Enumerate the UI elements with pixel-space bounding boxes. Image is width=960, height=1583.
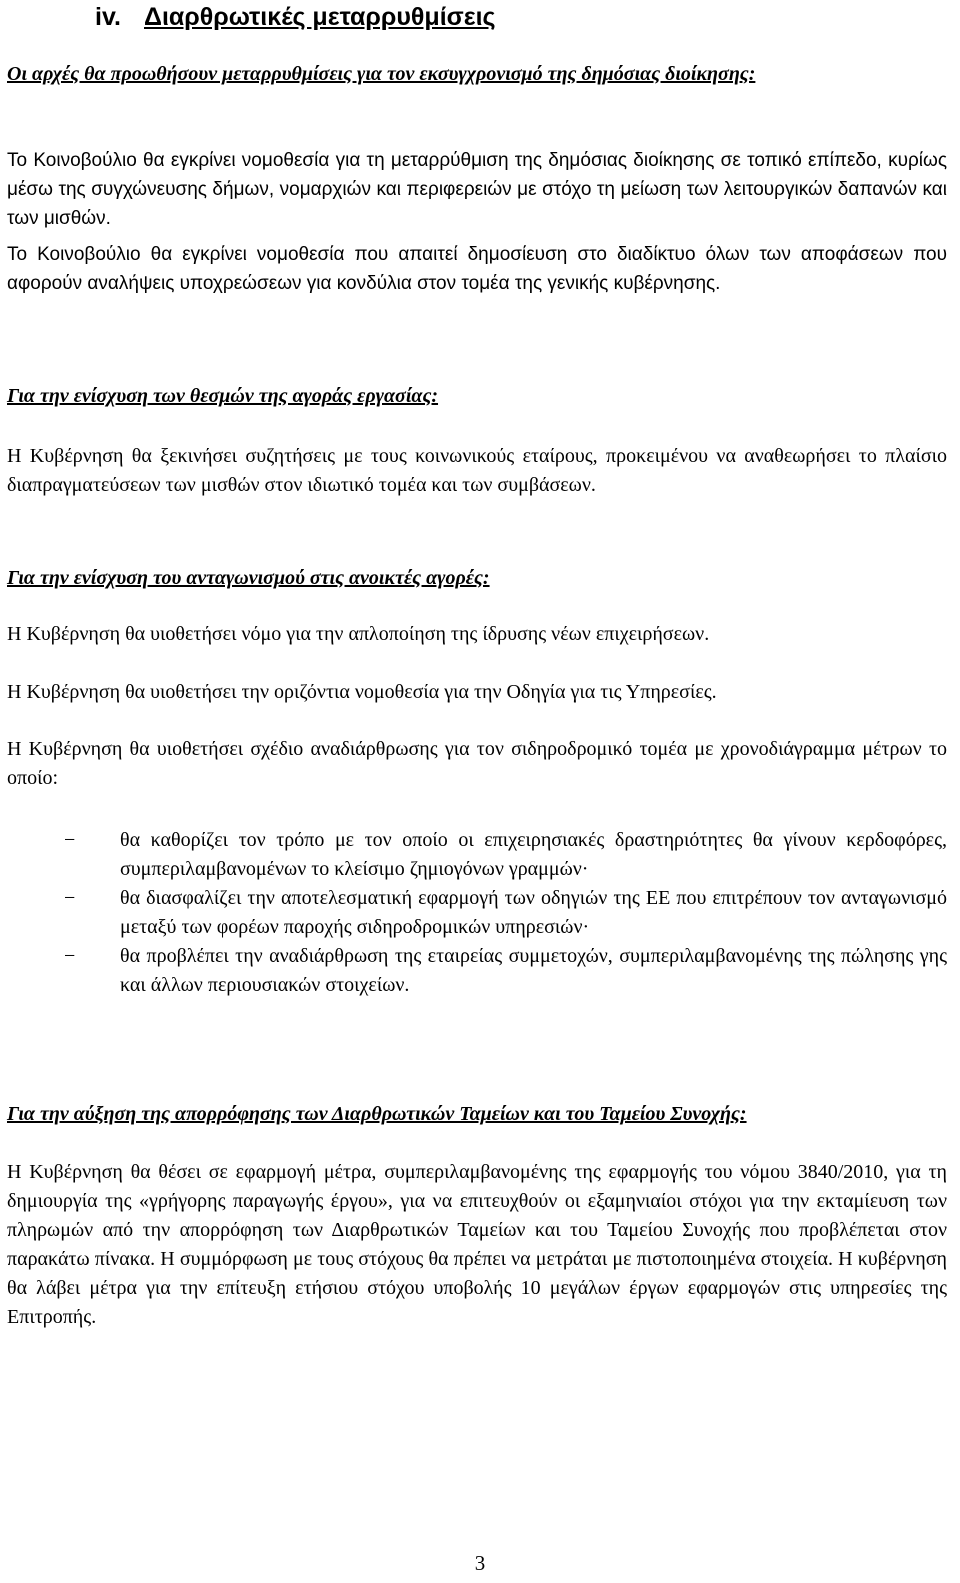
dash-bullet: − [64,945,76,967]
section-heading [95,2,496,32]
section-number: iv. [95,3,121,31]
paragraph-business-startup: Η Κυβέρνηση θα υιοθετήσει νόμο για την απλοποίηση της ίδρυσης νέων επιχειρήσεων. [7,623,710,645]
section-title: Διαρθρωτικές μεταρρυθμίσεις [144,3,496,31]
list-item: − θα προβλέπει την αναδιάρθρωση της εταιρείας συμμετοχών, συμπεριλαμβανομένης της πώλησης γης και άλλων περιουσιακών στοιχείων. [7,942,947,1000]
dash-bullet: − [64,887,76,909]
paragraph-funds-absorption: Η Κυβέρνηση θα θέσει σε εφαρμογή μέτρα, συμπεριλαμβανομένης της εφαρμογής του νόμου 3840/2010, για τη δημιουργία της «γρήγορης παραγωγής έργου», για να επιτευχθούν οι εξαμηνιαίοι στόχοι για την εκταμίευση των πληρωμών από την απορρόφηση των Διαρθρωτικών Ταμείων και του Ταμείου Συνοχής που προβλέπεται στον παρακάτω πίνακα. Η συμμόρφωση με τους στόχους θα πρέπει να μετράται με πιστοποιημένα στοιχεία. Η κυβέρνηση θα λάβει μέτρα για την επίτευξη ετήσιου στόχου υποβολής 10 μεγάλων έργων εφαρμογών στις υπηρεσίες της Επιτροπής. [7,1161,947,1328]
paragraph-local-government-reform: Το Κοινοβούλιο θα εγκρίνει νομοθεσία για τη μεταρρύθμιση της δημόσιας διοίκησης σε τοπικό επίπεδο, κυρίως μέσω της συγχώνευσης δήμων, νομαρχιών και περιφερειών με στόχο τη μείωση των λειτουργικών δαπανών και των μισθών. [7,150,947,229]
railway-measures-list [7,826,947,1000]
paragraph-online-publication: Το Κοινοβούλιο θα εγκρίνει νομοθεσία που απαιτεί δημοσίευση στο διαδίκτυο όλων των αποφάσεων που αφορούν αναλήψεις υποχρεώσεων για κονδύλια στον τομέα της γενικής κυβέρνησης. [7,244,947,294]
paragraph-railway-restructuring: Η Κυβέρνηση θα υιοθετήσει σχέδιο αναδιάρθρωσης για τον σιδηροδρομικό τομέα με χρονοδιάγραμμα μέτρων το οποίο: [7,738,947,789]
subheading-public-administration: Οι αρχές θα προωθήσουν μεταρρυθμίσεις για τον εκσυγχρονισμό της δημόσιας διοίκησης: [7,63,756,85]
subheading-structural-funds: Για την αύξηση της απορρόφησης των Διαρθρωτικών Ταμείων και του Ταμείου Συνοχής: [7,1103,747,1125]
page-number: 3 [474,1551,486,1575]
list-item: − θα διασφαλίζει την αποτελεσματική εφαρμογή των οδηγιών της ΕΕ που επιτρέπουν τον ανταγωνισμό μεταξύ των φορέων παροχής σιδηροδρομικών υπηρεσιών· [7,884,947,942]
dash-bullet: − [64,829,76,851]
paragraph-services-directive: Η Κυβέρνηση θα υιοθετήσει την οριζόντια νομοθεσία για την Οδηγία για τις Υπηρεσίες. [7,681,717,703]
paragraph-wage-negotiations: Η Κυβέρνηση θα ξεκινήσει συζητήσεις με τους κοινωνικούς εταίρους, προκειμένου να αναθεωρήσει το πλαίσιο διαπραγματεύσεων των μισθών στον ιδιωτικό τομέα και των συμβάσεων. [7,445,947,496]
subheading-competition: Για την ενίσχυση του ανταγωνισμού στις ανοικτές αγορές: [7,567,490,589]
subheading-labour-market: Για την ενίσχυση των θεσμών της αγοράς εργασίας: [7,385,439,407]
list-item: − θα καθορίζει τον τρόπο με τον οποίο οι επιχειρησιακές δραστηριότητες θα γίνουν κερδοφόρες, συμπεριλαμβανομένων το κλείσιμο ζημιογόνων γραμμών· [7,826,947,884]
